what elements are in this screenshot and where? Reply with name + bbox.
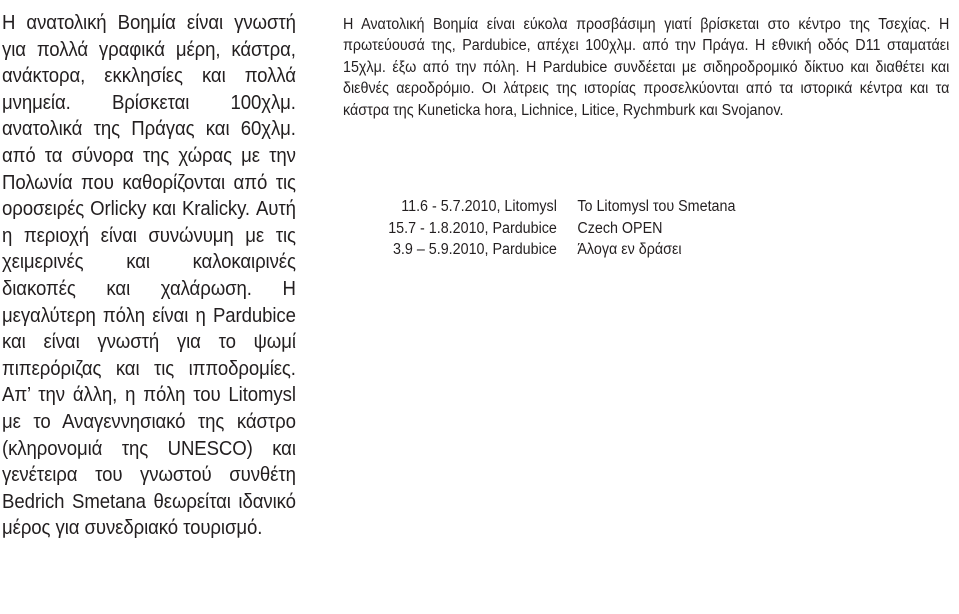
event-row: [343, 218, 735, 240]
right-column-paragraph: Η Ανατολική Βοημία είναι εύκολα προσβάσιμη γιατί βρίσκεται στο κέντρο της Τσεχίας. Η πρωτεύουσά της, Pardubice, απέχει 100χλμ. από την Πράγα. Η εθνική οδός D11 σταματάει 15χλμ. έξω από την πόλη. Η Pardubice συνδέεται με σιδηροδρομικό δίκτυο και διαθέτει και διεθνές αεροδρόμιο. Οι λάτρεις της ιστορίας προσελκύονται από τα ιστορικά κέντρα και τα κάστρα της Kuneticka hora, Lichnice, Litice, Rychmburk και Svojanov.: [343, 16, 950, 119]
event-date-place: 11.6 - 5.7.2010, Litomysl: [401, 198, 557, 215]
event-title: To Litomysl του Smetana: [577, 198, 736, 215]
event-title: Άλογα εν δράσει: [577, 241, 682, 259]
event-title: Czech OPEN: [577, 219, 663, 237]
events-list: [343, 196, 735, 261]
left-column-paragraph: Η ανατολική Βοημία είναι γνωστή για πολλά γραφικά μέρη, κάστρα, ανάκτορα, εκκλησίες και πολλά μνημεία. Βρίσκεται 100χλμ. ανατολικά της Πράγας και 60χλμ. από τα σύνορα της χώρας με την Πολωνία που καθορίζονται από τις οροσειρές Orlicky και Kralicky. Αυτή η περιοχή είναι συνώνυμη με τις χειμερινές και καλοκαιρινές διακοπές και χαλάρωση. Η μεγαλύτερη πόλη είναι η Pardubice και είναι γνωστή για το ψωμί πιπερόριζας και τις ιπποδρομίες. Απ’ την άλλη, η πόλη του Litomysl με το Αναγεννησιακό της κάστρο (κληρονομιά της UNESCO) και γενέτειρα του γνωστού συνθέτη Bedrich Smetana θεωρείται ιδανικό μέρος για συνεδριακό τουρισμό.: [2, 12, 296, 540]
event-date-place: 3.9 – 5.9.2010, Pardubice: [392, 241, 557, 259]
event-row: [343, 239, 735, 261]
event-date-place: 15.7 - 1.8.2010, Pardubice: [388, 219, 557, 237]
event-row: [343, 196, 735, 218]
